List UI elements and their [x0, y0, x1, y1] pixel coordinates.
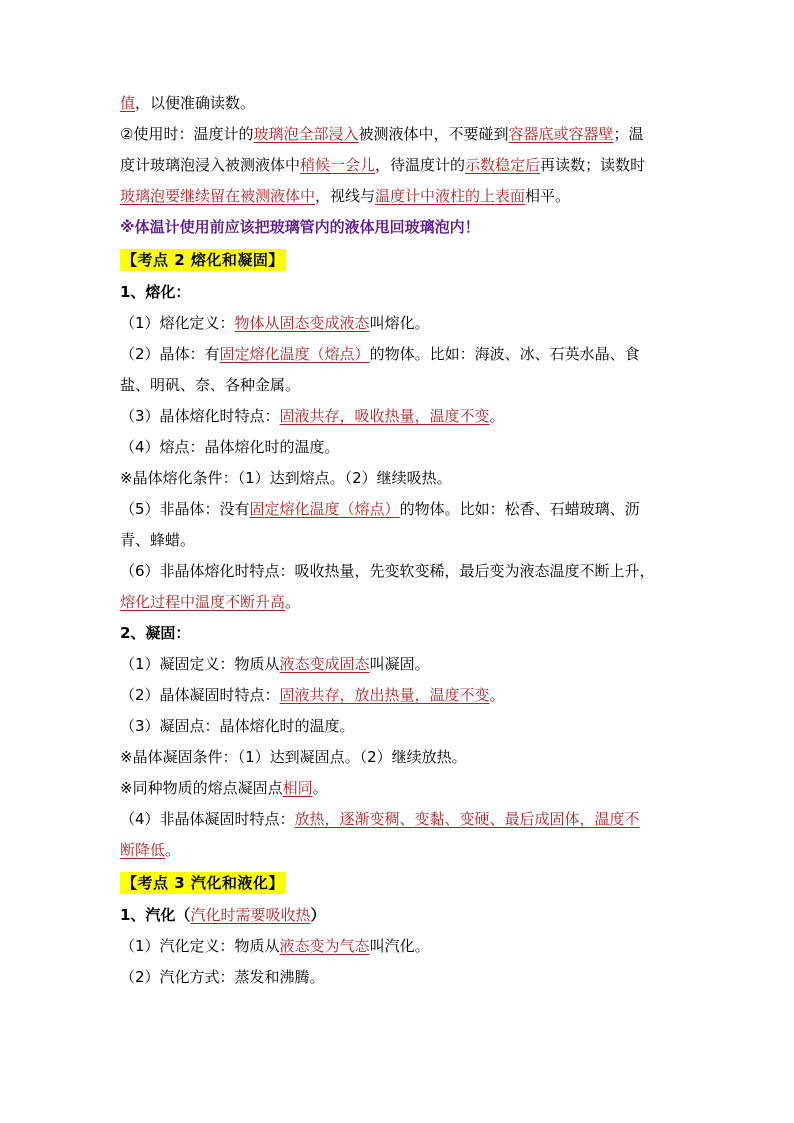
text-line — [120, 680, 680, 711]
subsection-title — [120, 900, 680, 931]
text-line: （2）汽化方式：蒸发和沸腾。 — [120, 968, 325, 986]
text-span: ；温 — [613, 125, 644, 143]
key-term: 稍候一会儿 — [300, 156, 376, 174]
text-line — [120, 587, 680, 618]
text-line — [120, 181, 680, 212]
text-line — [120, 835, 680, 866]
text-span: （2）晶体：有 — [120, 345, 220, 363]
text-span: 。 — [489, 686, 505, 704]
key-term: 固定熔化温度（熔点） — [219, 345, 370, 363]
text-span: 度计玻璃泡浸入被测液体中 — [120, 156, 301, 174]
key-term: 玻璃泡要继续留在被测液体中 — [120, 187, 316, 205]
text-line — [120, 88, 680, 119]
key-term: 熔化过程中温度不断升高 — [120, 593, 286, 611]
section-heading-row — [120, 866, 680, 900]
text-line — [120, 804, 680, 835]
text-span: 叫凝固。 — [369, 655, 430, 673]
key-term: 固定熔化温度（熔点） — [249, 500, 400, 518]
key-term: 值 — [120, 94, 136, 112]
key-term: 液态变为气态 — [279, 937, 370, 955]
key-term: 放热，逐渐变稠、变黏、变硬、最后成固体，温度不 — [294, 810, 640, 828]
text-span: （2）晶体凝固时特点： — [120, 686, 280, 704]
text-span: 的物体。比如：松香、石蜡玻璃、沥 — [399, 500, 640, 518]
key-term: 温度计中液柱的上表面 — [375, 187, 526, 205]
text-line — [120, 494, 680, 525]
text-span: 相平。 — [525, 187, 571, 205]
text-span: ，以便准确读数。 — [135, 94, 256, 112]
text-line — [120, 931, 680, 962]
key-term: 示数稳定后 — [465, 156, 541, 174]
text-line — [120, 308, 680, 339]
text-span: ②使用时：温度计的 — [120, 125, 254, 143]
key-term: 断降低 — [120, 841, 166, 859]
key-term: 物体从固态变成液态 — [234, 314, 370, 332]
text-span: 再读数；读数时 — [540, 156, 646, 174]
key-term: 玻璃泡全部浸入 — [253, 125, 359, 143]
text-span: ，视线与 — [315, 187, 376, 205]
text-span: 。 — [285, 593, 301, 611]
text-span: 叫熔化。 — [369, 314, 430, 332]
key-term: 液态变成固态 — [279, 655, 370, 673]
text-line: （6）非晶体熔化时特点：吸收热量，先变软变稀，最后变为液态温度不断上升， — [120, 562, 655, 580]
text-line: （3）凝固点：晶体熔化时的温度。 — [120, 717, 355, 735]
text-line — [120, 401, 680, 432]
text-span: （1）汽化定义：物质从 — [120, 937, 280, 955]
text-line: 盐、明矾、奈、各种金属。 — [120, 376, 301, 394]
text-line — [120, 649, 680, 680]
key-term: 相同 — [282, 779, 313, 797]
text-span: （1）凝固定义：物质从 — [120, 655, 280, 673]
text-span: ） — [310, 906, 326, 924]
text-line: ※晶体凝固条件：（1）达到凝固点。（2）继续放热。 — [120, 748, 467, 766]
text-line — [120, 773, 680, 804]
key-term: 固液共存，放出热量，温度不变 — [279, 686, 490, 704]
subsection-title: 2、凝固： — [120, 624, 191, 642]
text-line: （4）熔点：晶体熔化时的温度。 — [120, 438, 340, 456]
text-span: 被测液体中，不要碰到 — [358, 125, 509, 143]
text-span: （3）晶体熔化时特点： — [120, 407, 280, 425]
text-span: 。 — [312, 779, 328, 797]
text-span: 的物体。比如：海波、冰、石英水晶、食 — [369, 345, 640, 363]
text-line: 青、蜂蜡。 — [120, 531, 196, 549]
text-span: （4）非晶体凝固时特点： — [120, 810, 295, 828]
key-term: 汽化时需要吸收热 — [190, 906, 311, 924]
subsection-title: 1、熔化： — [120, 283, 191, 301]
text-line — [120, 150, 680, 181]
section-heading-row — [120, 243, 680, 277]
text-span: （5）非晶体：没有 — [120, 500, 250, 518]
key-term: 容器底或容器壁 — [508, 125, 614, 143]
section-heading: 【考点 3 汽化和液化】 — [122, 874, 284, 892]
text-span: （1）熔化定义： — [120, 314, 235, 332]
document-page — [120, 88, 680, 993]
key-term: 固液共存，吸收热量，温度不变 — [279, 407, 490, 425]
text-span: 叫汽化。 — [369, 937, 430, 955]
section-heading: 【考点 2 熔化和凝固】 — [122, 251, 284, 269]
text-span: 1、汽化（ — [120, 906, 191, 924]
text-line — [120, 119, 680, 150]
text-span: 。 — [489, 407, 505, 425]
important-note: ※体温计使用前应该把玻璃管内的液体甩回玻璃泡内！ — [120, 218, 480, 236]
text-span: ，待温度计的 — [375, 156, 466, 174]
text-span: 。 — [165, 841, 181, 859]
text-line: ※晶体熔化条件：（1）达到熔点。（2）继续吸热。 — [120, 469, 452, 487]
text-span: ※同种物质的熔点凝固点 — [120, 779, 283, 797]
text-line — [120, 339, 680, 370]
